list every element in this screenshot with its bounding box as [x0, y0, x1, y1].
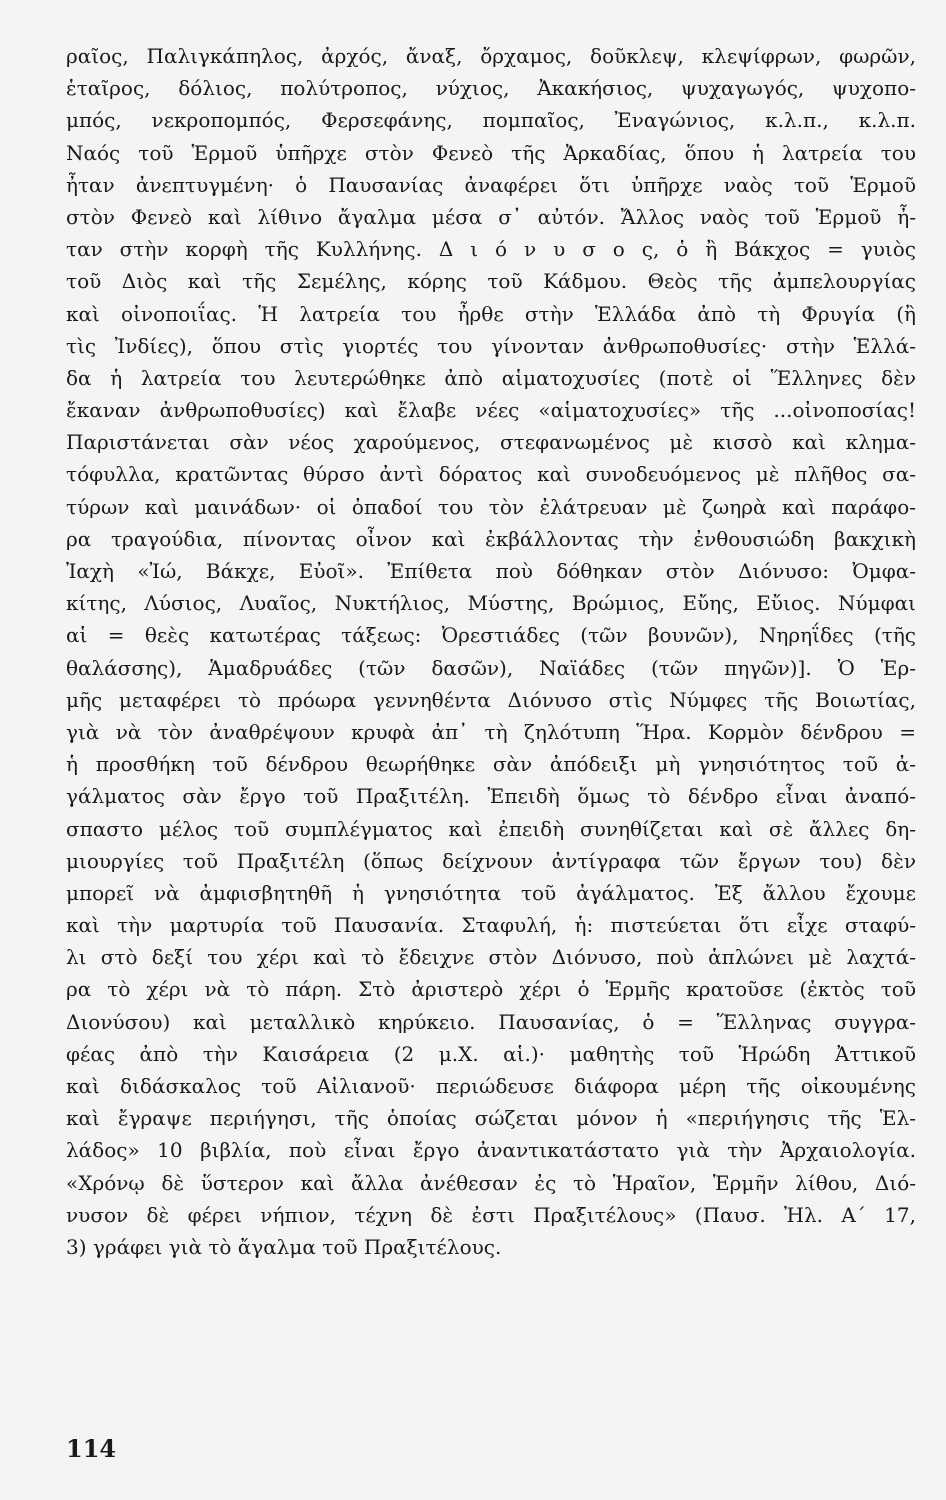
text-line: μπορεῖ νὰ ἀμφισβητηθῆ ἡ γνησιότητα τοῦ ἀγάλματος. Ἐξ ἄλλου ἔχουμε	[66, 880, 916, 905]
text-line: τὶς Ἰνδίες), ὅπου στὶς γιορτές του γίνονταν ἀνθρωποθυσίες· στὴν Ἑλλά-	[66, 333, 916, 358]
text-line: κίτης, Λύσιος, Λυαῖος, Νυκτήλιος, Μύστης, Βρώμιος, Εὔης, Εὔιος. Νύμφαι	[66, 591, 916, 616]
text-line: λάδος» 10 βιβλία, ποὺ εἶναι ἔργο ἀναντικατάστατο γιὰ τὴν Ἀρχαιολογία.	[66, 1138, 916, 1163]
text-line: γάλματος σὰν ἔργο τοῦ Πραξιτέλη. Ἐπειδὴ ὅμως τὸ δένδρο εἶναι ἀναπό-	[66, 784, 916, 809]
text-line: ἑταῖρος, δόλιος, πολύτροπος, νύχιος, Ἀκακήσιος, ψυχαγωγός, ψυχοπο-	[66, 76, 916, 101]
text-line: Ἰαχὴ «Ἰώ, Βάκχε, Εὐοῖ». Ἐπίθετα ποὺ δόθηκαν στὸν Διόνυσο: Ὀμφα-	[66, 559, 916, 583]
text-line: Διονύσου) καὶ μεταλλικὸ κηρύκειο. Παυσανίας, ὁ = Ἕλληνας συγγρα-	[66, 1009, 916, 1034]
text-line: θαλάσσης), Ἁμαδρυάδες (τῶν δασῶν), Ναϊάδες (τῶν πηγῶν)]. Ὁ Ἑρ-	[66, 655, 916, 680]
text-line: «Χρόνῳ δὲ ὕστερον καὶ ἄλλα ἀνέθεσαν ἐς τὸ Ἡραῖον, Ἑρμῆν λίθου, Διό-	[66, 1170, 916, 1195]
text-line: τοῦ Διὸς καὶ τῆς Σεμέλης, κόρης τοῦ Κάδμου. Θεὸς τῆς ἀμπελουργίας	[66, 269, 916, 294]
text-line: ἔκαναν ἀνθρωποθυσίες) καὶ ἔλαβε νέες «αἱματοχυσίες» τῆς ...οἰνοποσίας!	[66, 398, 916, 423]
text-line: γιὰ νὰ τὸν ἀναθρέψουν κρυφὰ ἀπ᾽ τὴ ζηλότυπη Ἥρα. Κορμὸν δένδρου =	[66, 719, 916, 744]
text-line: Παριστάνεται σὰν νέος χαρούμενος, στεφανωμένος μὲ κισσὸ καὶ κλημα-	[66, 430, 916, 455]
page-number: 114	[66, 1434, 117, 1463]
text-line: τόφυλλα, κρατῶντας θύρσο ἀντὶ δόρατος καὶ συνοδευόμενος μὲ πλῆθος σα-	[66, 462, 916, 487]
text-line: φέας ἀπὸ τὴν Καισάρεια (2 μ.Χ. αἱ.)· μαθητὴς τοῦ Ἡρώδη Ἀττικοῦ	[66, 1041, 916, 1066]
text-line: καὶ διδάσκαλος τοῦ Αἰλιανοῦ· περιώδευσε διάφορα μέρη τῆς οἰκουμένης	[66, 1074, 916, 1098]
text-line: μπός, νεκροπομπός, Φερσεφάνης, πομπαῖος, Ἐναγώνιος, κ.λ.π., κ.λ.π.	[66, 108, 916, 133]
text-line: δα ἡ λατρεία του λευτερώθηκε ἀπὸ αἱματοχυσίες (ποτὲ οἱ Ἕλληνες δὲν	[66, 365, 916, 390]
text-line: ραῖος, Παλιγκάπηλος, ἀρχός, ἄναξ, ὄρχαμος, δοῦκλεψ, κλεψίφρων, φωρῶν,	[66, 44, 916, 68]
text-line: καὶ οἰνοποιΐας. Ἡ λατρεία του ἦρθε στὴν Ἑλλάδα ἀπὸ τὴ Φρυγία (ἢ	[66, 301, 916, 326]
text-line: τύρων καὶ μαινάδων· οἱ ὀπαδοί του τὸν ἐλάτρευαν μὲ ζωηρὰ καὶ παράφο-	[66, 494, 916, 519]
text-line: στὸν Φενεὸ καὶ λίθινο ἄγαλμα μέσα σ᾽ αὐτόν. Ἄλλος ναὸς τοῦ Ἑρμοῦ ἦ-	[66, 204, 916, 229]
text-line: λι στὸ δεξί του χέρι καὶ τὸ ἔδειχνε στὸν Διόνυσο, ποὺ ἁπλώνει μὲ λαχτά-	[66, 945, 916, 970]
text-line: 3) γράφει γιὰ τὸ ἄγαλμα τοῦ Πραξιτέλους.	[66, 1234, 502, 1259]
text-line: μιουργίες τοῦ Πραξιτέλη (ὅπως δείχνουν ἀντίγραφα τῶν ἔργων του) δὲν	[66, 848, 916, 873]
text-line: ρα τὸ χέρι νὰ τὸ πάρη. Στὸ ἀριστερὸ χέρι ὁ Ἑρμῆς κρατοῦσε (ἐκτὸς τοῦ	[66, 977, 916, 1002]
text-line: ἦταν ἀνεπτυγμένη· ὁ Παυσανίας ἀναφέρει ὅτι ὑπῆρχε ναὸς τοῦ Ἑρμοῦ	[66, 172, 916, 197]
text-line: ρα τραγούδια, πίνοντας οἶνον καὶ ἐκβάλλοντας τὴν ἐνθουσιώδη βακχικὴ	[66, 526, 916, 551]
body-text	[66, 40, 916, 1263]
text-line: σπαστο μέλος τοῦ συμπλέγματος καὶ ἐπειδὴ συνηθίζεται καὶ σὲ ἄλλες δη-	[66, 816, 916, 841]
text-line: νυσον δὲ φέρει νήπιον, τέχνη δὲ ἐστι Πραξιτέλους» (Παυσ. Ἠλ. Α΄ 17,	[66, 1202, 916, 1227]
text-line: αἱ = θεὲς κατωτέρας τάξεως: Ὀρεστιάδες (τῶν βουνῶν), Νηρηΐδες (τῆς	[66, 623, 916, 648]
text-line: ταν στὴν κορφὴ τῆς Κυλλήνης. Δ ι ό ν υ σ ο ς, ὁ ἢ Βάκχος = γυιὸς	[66, 237, 916, 262]
text-line: ἡ προσθήκη τοῦ δένδρου θεωρήθηκε σὰν ἀπόδειξι μὴ γνησιότητος τοῦ ἀ-	[66, 752, 916, 777]
text-line: μῆς μεταφέρει τὸ πρόωρα γεννηθέντα Διόνυσο στὶς Νύμφες τῆς Βοιωτίας,	[66, 687, 916, 712]
text-line: καὶ ἔγραψε περιήγησι, τῆς ὁποίας σώζεται μόνον ἡ «περιήγησις τῆς Ἑλ-	[66, 1106, 916, 1131]
text-line: καὶ τὴν μαρτυρία τοῦ Παυσανία. Σταφυλή, ἡ: πιστεύεται ὅτι εἶχε σταφύ-	[66, 913, 916, 938]
text-line: Ναός τοῦ Ἑρμοῦ ὑπῆρχε στὸν Φενεὸ τῆς Ἀρκαδίας, ὅπου ἡ λατρεία του	[66, 140, 916, 165]
